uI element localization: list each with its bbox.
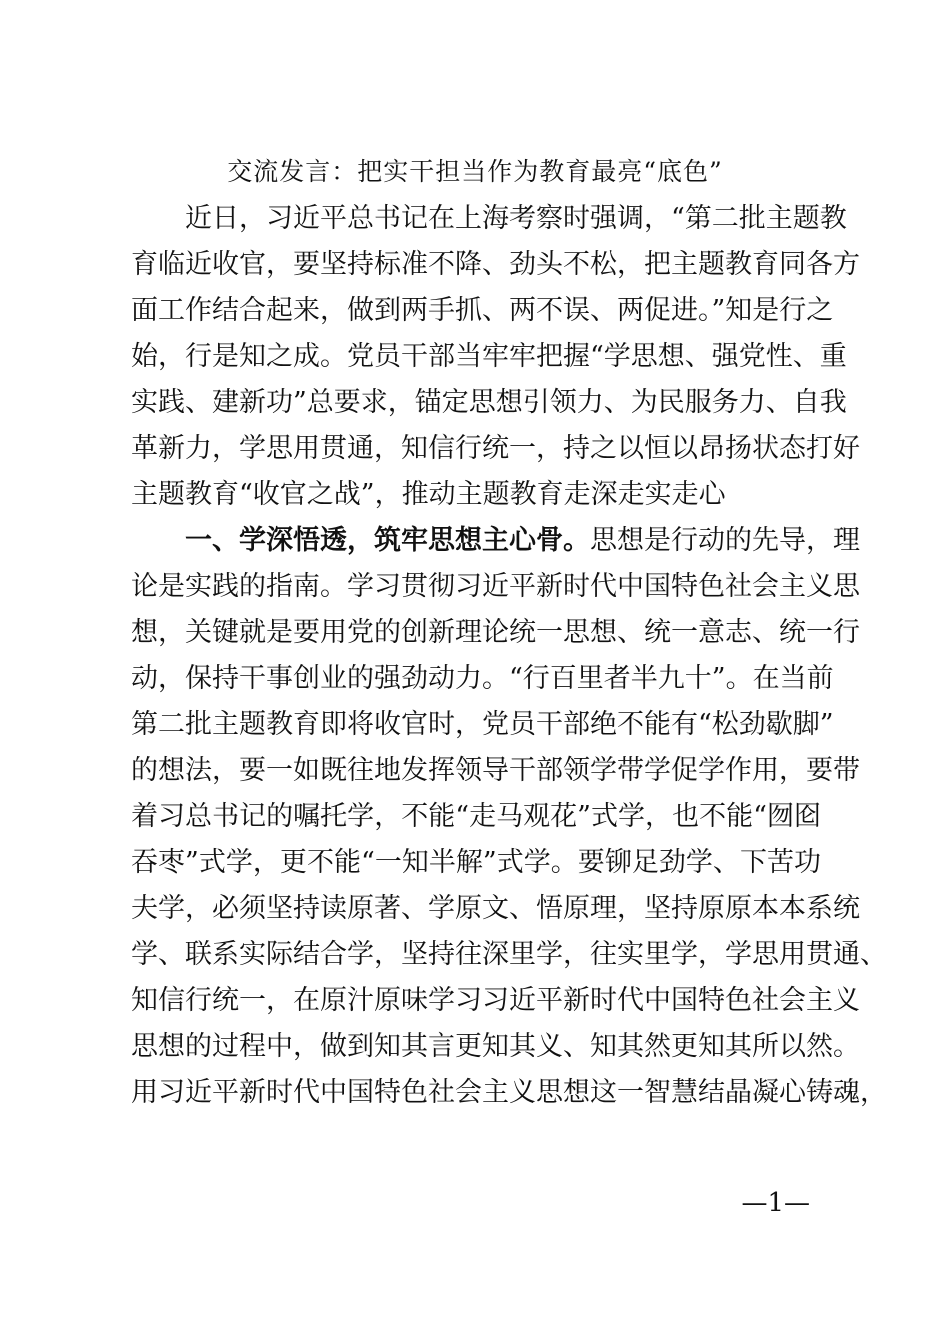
document-title: 交流发言：把实干担当作为教育最亮“底色” [227,157,723,186]
paragraph-line: 育临近收官，要坚持标准不降、劲头不松，把主题教育同各方 [131,249,860,280]
paragraph-line: 革新力，学思用贯通，知信行统一，持之以恒以昂扬状态打好 [131,433,860,464]
paragraph-line: 实践、建新功”总要求，锚定思想引领力、为民服务力、自我 [131,387,847,418]
paragraph-line: 动，保持干事创业的强劲动力。“行百里者半九十”。在当前 [131,663,834,694]
paragraph-line: 思想的过程中，做到知其言更知其义、知其然更知其所以然。 [131,1031,860,1062]
page-number: —1— [741,1188,810,1218]
paragraph-line: 用习近平新时代中国特色社会主义思想这一智慧结晶凝心铸魂， [131,1077,887,1108]
paragraph-line: 主题教育“收官之战”，推动主题教育走深走实走心 [131,479,726,510]
paragraph-line: 学、联系实际结合学，坚持往深里学，往实里学，学思用贯通、 [131,939,887,970]
section-heading-line [185,524,860,558]
paragraph-line: 始，行是知之成。党员干部当牢牢把握“学思想、强党性、重 [131,341,847,372]
paragraph-line: 的想法，要一如既往地发挥领导干部领学带学促学作用，要带 [131,755,860,786]
paragraph-line: 着习总书记的嘱托学，不能“走马观花”式学，也不能“囫囵 [131,801,821,832]
paragraph-line: 夫学，必须坚持读原著、学原文、悟原理，坚持原原本本系统 [131,893,860,924]
paragraph-line: 面工作结合起来，做到两手抓、两不误、两促进。”知是行之 [131,295,834,326]
section-heading: 一、学深悟透，筑牢思想主心骨。 [185,525,590,556]
heading-line-rest: 思想是行动的先导，理 [590,525,860,556]
paragraph-line: 论是实践的指南。学习贯彻习近平新时代中国特色社会主义思 [131,571,860,602]
paragraph-line: 想，关键就是要用党的创新理论统一思想、统一意志、统一行 [131,617,860,648]
paragraph-line: 第二批主题教育即将收官时，党员干部绝不能有“松劲歇脚” [131,709,834,740]
paragraph-line: 近日，习近平总书记在上海考察时强调，“第二批主题教 [185,203,847,234]
paragraph-line: 知信行统一，在原汁原味学习习近平新时代中国特色社会主义 [131,985,860,1016]
paragraph-line: 吞枣”式学，更不能“一知半解”式学。要铆足劲学、下苦功 [131,847,821,878]
